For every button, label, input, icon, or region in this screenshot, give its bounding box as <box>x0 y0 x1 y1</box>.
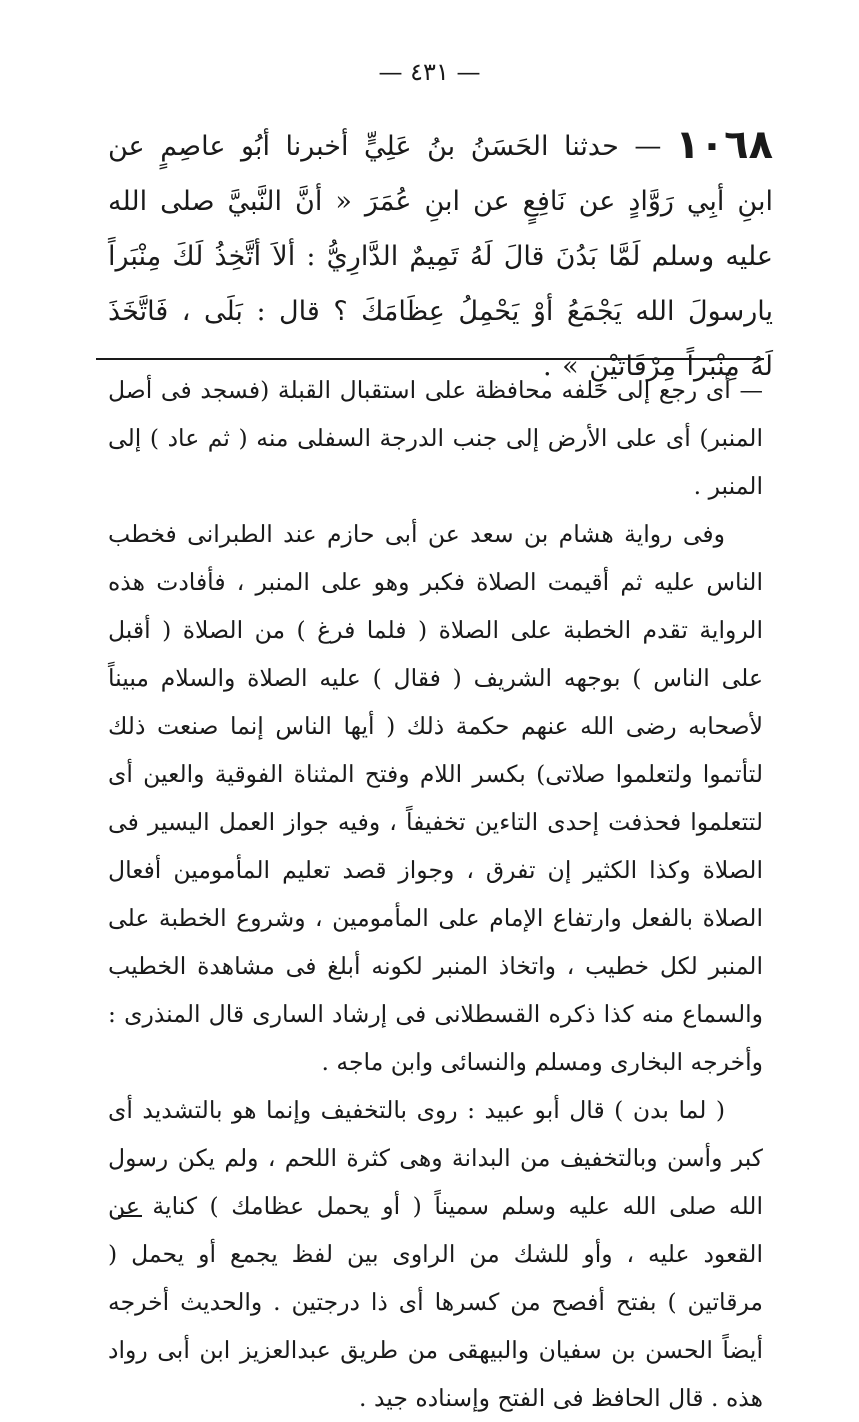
hadith-number: ١٠٦٨ <box>675 122 773 168</box>
commentary-block <box>108 366 763 1422</box>
page-number: — ٤٣١ — <box>378 58 481 86</box>
section-divider <box>96 358 764 360</box>
hadith-text-block <box>108 118 773 394</box>
end-dash <box>118 1215 142 1217</box>
commentary-paragraph: ( لما بدن ) قال أبو عبيد : روى بالتخفيف وإنما هو بالتشديد أى كبر وأسن وبالتخفيف من البدانة وهى كثرة اللحم ، ولم يكن رسول الله صلى الله عليه وسلم سميناً ( أو يحمل عظامك ) كناية عن القعود عليه ، وأو للشك من الراوى بين لفظ يجمع أو يحمل ( مرقاتين ) بفتح أفصح من كسرها أى ذا درجتين . والحديث أخرجه أيضاً الحسن بن سفيان والبيهقى من طريق عبدالعزيز ابن أبى رواد هذه . قال الحافظ فى الفتح وإسناده جيد . <box>108 1096 763 1412</box>
commentary-paragraph: — أى رجع إلى خلفه محافظة على استقبال القبلة (فسجد فى أصل المنبر) أى على الأرض إلى جنب الدرجة السفلى منه ( ثم عاد ) إلى المنبر . <box>108 376 763 500</box>
hadith-text: — حدثنا الحَسَنُ بنُ عَلِيٍّ أخبرنا أبُو عاصِمٍ عن ابنِ أبِي رَوَّادٍ عن نَافِعٍ عن ابنِ عُمَرَ « أنَّ النَّبيَّ صلى الله عليه وسلم لَمَّا بَدُنَ قالَ لَهُ تَمِيمٌ الدَّارِيُّ : ألاَ أتَّخِذُ لَكَ مِنْبَراً يارسولَ الله يَجْمَعُ أوْ يَحْمِلُ عِظَامَكَ ؟ قال : بَلَى ، فَاتَّخَذَ لَهُ مِنْبَراً مِرْقَاتَيْنِ » . <box>108 131 773 382</box>
commentary-paragraph: وفى رواية هشام بن سعد عن أبى حازم عند الطبرانى فخطب الناس عليه ثم أقيمت الصلاة فكبر وهو على المنبر ، فأفادت هذه الرواية تقدم الخطبة على الصلاة ( فلما فرغ ) من الصلاة ( أقبل على الناس ) بوجهه الشريف ( فقال ) عليه الصلاة والسلام مبيناً لأصحابه رضى الله عنهم حكمة ذلك ( أيها الناس إنما صنعت ذلك لتأتموا ولتعلموا صلاتى) بكسر اللام وفتح المثناة الفوقية والعين أى لتتعلموا فحذفت إحدى التاءين تخفيفاً ، وفيه جواز العمل اليسير فى الصلاة وكذا الكثير إن تفرق ، وجواز قصد تعليم المأمومين أفعال الصلاة بالفعل وارتفاع الإمام على المأمومين ، وشروع الخطبة على المنبر لكل خطيب ، واتخاذ المنبر لكونه أبلغ فى مشاهدة الخطيب والسماع منه كذا ذكره القسطلانى فى إرشاد السارى قال المنذرى : وأخرجه البخارى ومسلم والنسائى وابن ماجه . <box>108 520 763 1076</box>
